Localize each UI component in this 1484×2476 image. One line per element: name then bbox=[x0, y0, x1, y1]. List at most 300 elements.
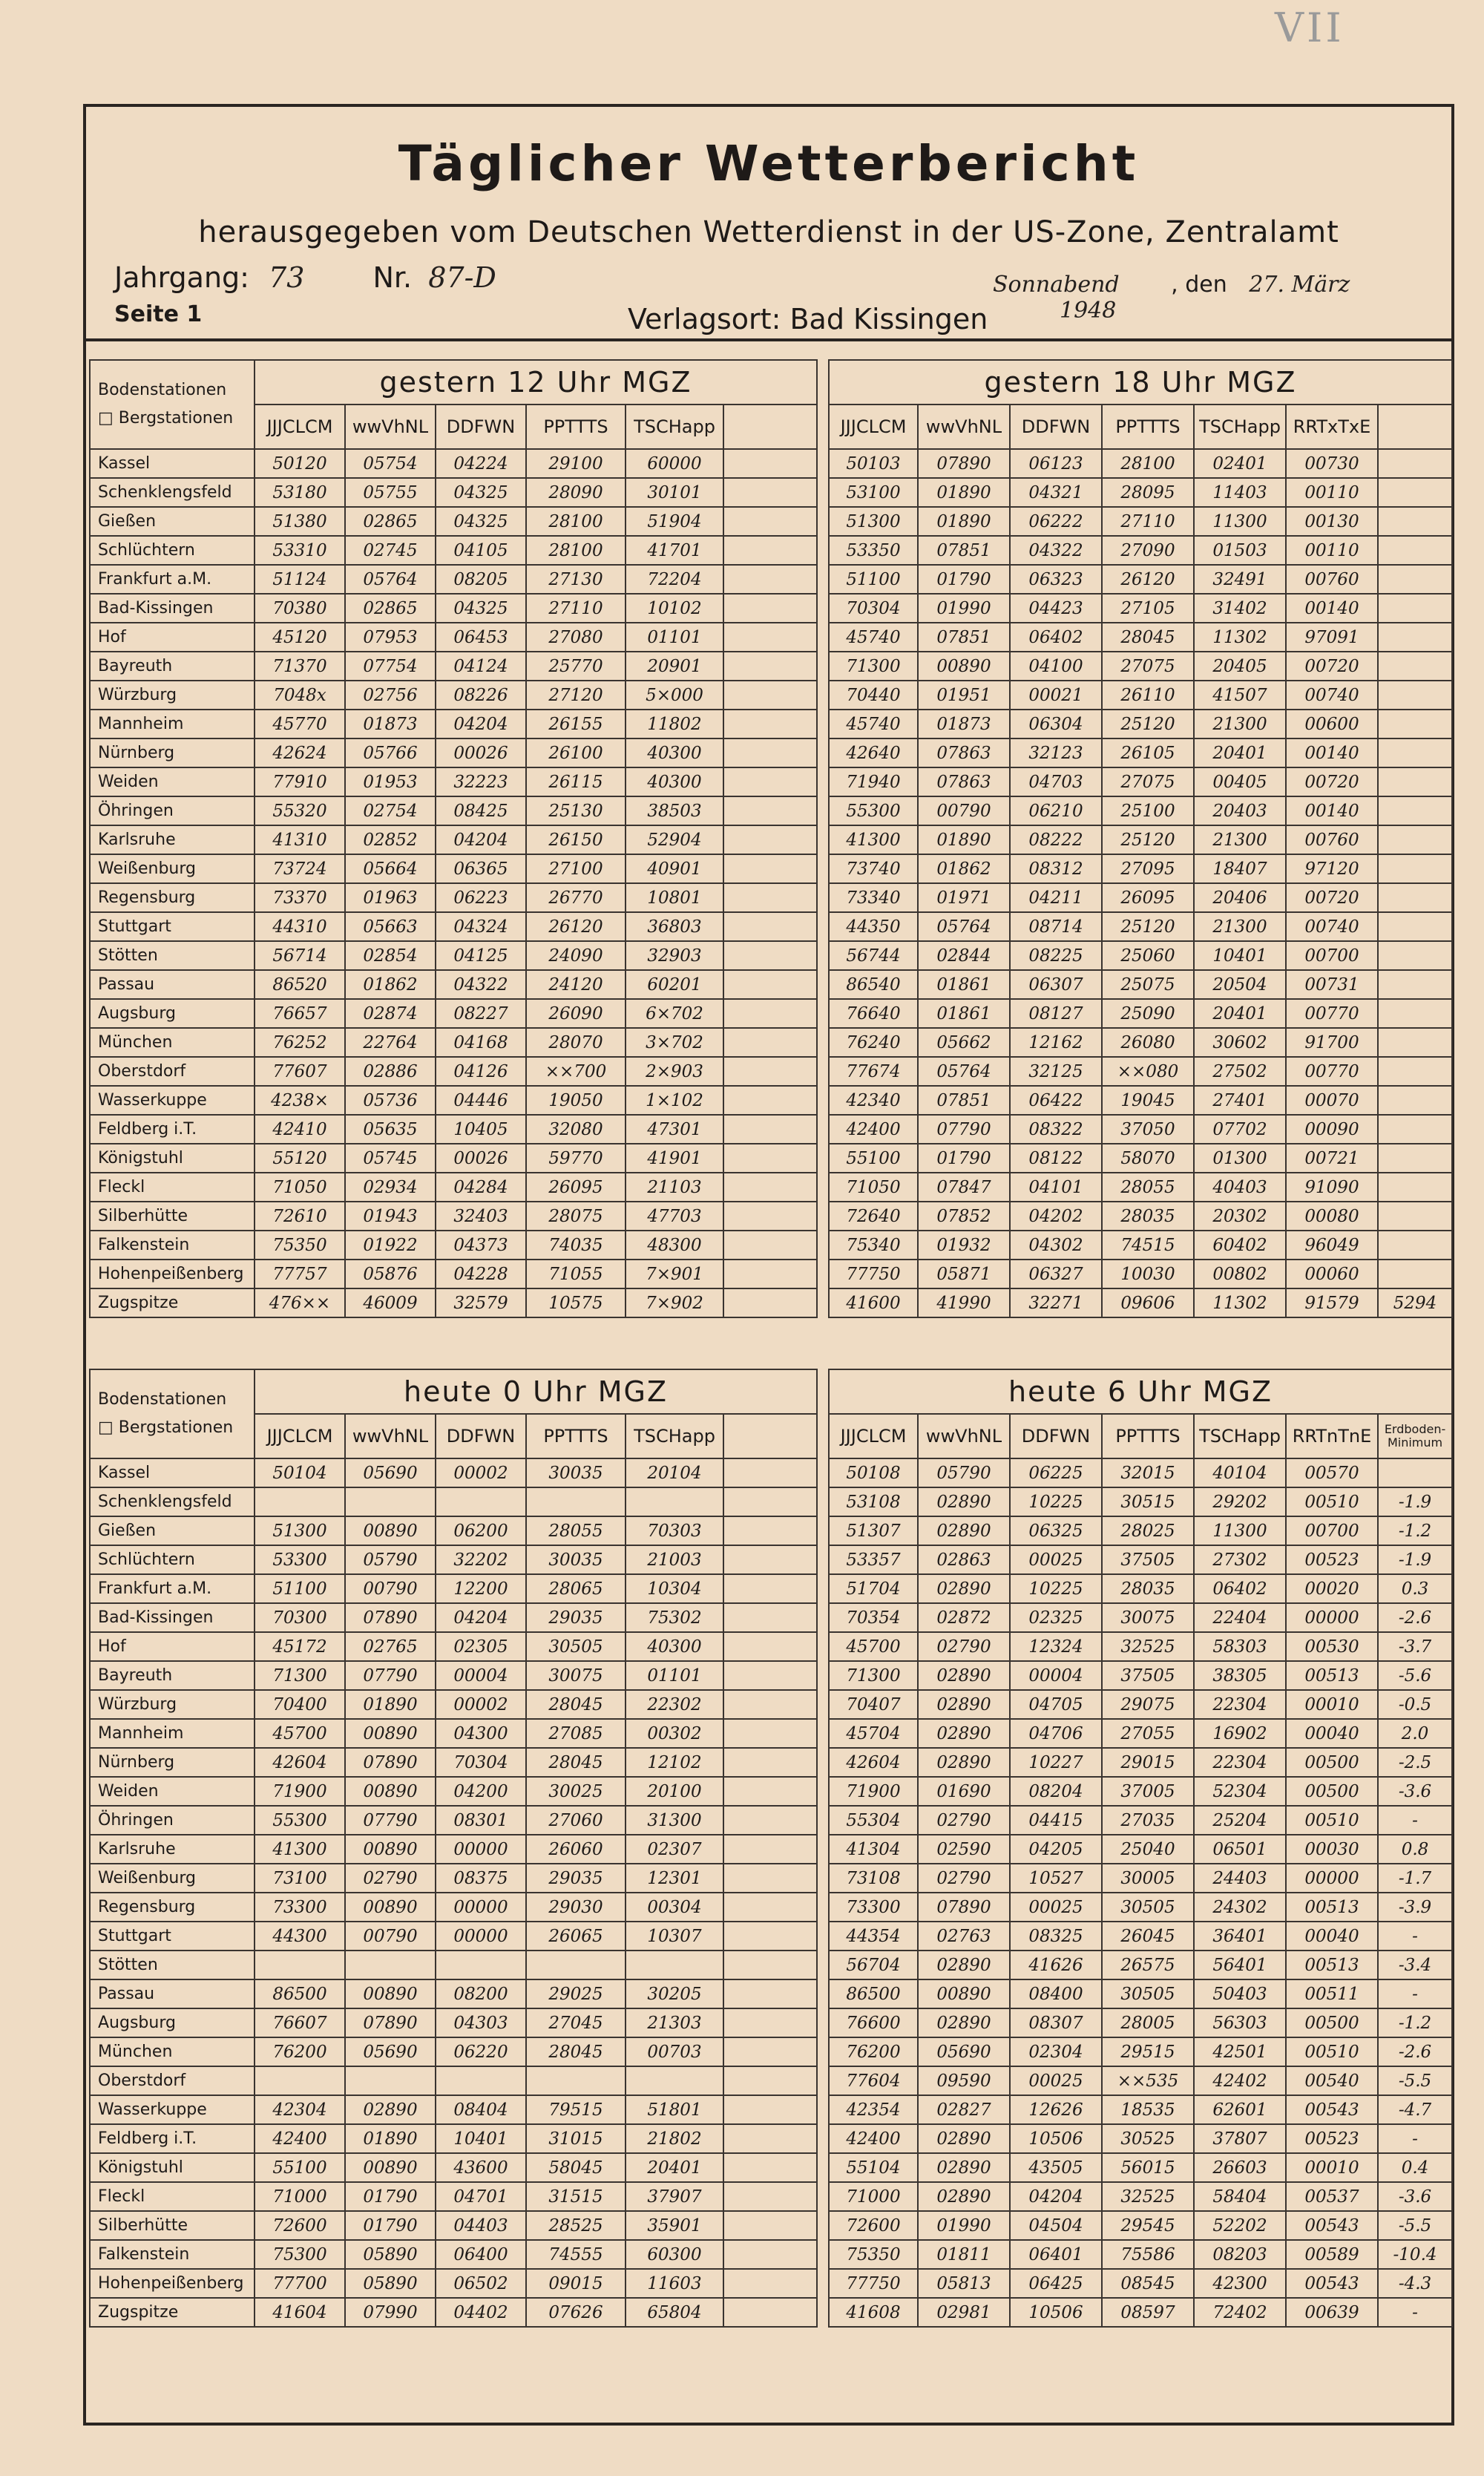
data-cell: 02890 bbox=[918, 1719, 1010, 1748]
table-row bbox=[90, 1487, 817, 1516]
data-cell: 29035 bbox=[526, 1603, 626, 1632]
data-cell: 27080 bbox=[526, 623, 626, 652]
data-cell: 70407 bbox=[829, 1690, 918, 1719]
data-cell: 60402 bbox=[1194, 1231, 1286, 1260]
data-cell: 5294 bbox=[1378, 1288, 1452, 1317]
data-cell bbox=[723, 1632, 817, 1661]
table-row bbox=[829, 854, 1452, 883]
table-row bbox=[829, 2153, 1452, 2182]
data-cell: 76200 bbox=[829, 2037, 918, 2066]
data-cell: 42604 bbox=[829, 1748, 918, 1777]
data-cell: 91579 bbox=[1286, 1288, 1378, 1317]
data-cell: 45172 bbox=[255, 1632, 345, 1661]
data-cell: 24120 bbox=[526, 970, 626, 999]
data-cell: 01922 bbox=[345, 1231, 436, 1260]
report-subtitle: herausgegeben vom Deutschen Wetterdienst in der US-Zone, Zentralamt bbox=[198, 215, 1339, 249]
data-cell: 37907 bbox=[626, 2182, 723, 2211]
data-cell: 07852 bbox=[918, 1202, 1010, 1231]
data-cell: 26155 bbox=[526, 710, 626, 738]
data-cell: 06400 bbox=[436, 2240, 526, 2269]
station-name: Weiden bbox=[90, 1777, 255, 1806]
data-cell bbox=[723, 710, 817, 738]
data-cell: 24302 bbox=[1194, 1893, 1286, 1922]
data-cell: 43600 bbox=[436, 2153, 526, 2182]
data-cell: 02745 bbox=[345, 536, 436, 565]
table-row bbox=[829, 536, 1452, 565]
station-name: Augsburg bbox=[90, 999, 255, 1028]
data-cell bbox=[723, 536, 817, 565]
data-cell: 00513 bbox=[1286, 1893, 1378, 1922]
data-cell: 10401 bbox=[1194, 941, 1286, 970]
data-cell: 97120 bbox=[1286, 854, 1378, 883]
data-cell: 05664 bbox=[345, 854, 436, 883]
table-row bbox=[829, 1260, 1452, 1288]
data-cell: 00740 bbox=[1286, 912, 1378, 941]
data-cell: 10405 bbox=[436, 1115, 526, 1144]
data-cell: 50108 bbox=[829, 1458, 918, 1487]
data-cell: 02886 bbox=[345, 1057, 436, 1086]
data-cell: 02754 bbox=[345, 796, 436, 825]
data-cell: 71050 bbox=[255, 1173, 345, 1202]
data-cell: -3.6 bbox=[1378, 2182, 1452, 2211]
data-cell: - bbox=[1378, 2124, 1452, 2153]
data-cell bbox=[723, 2211, 817, 2240]
data-cell: 7×902 bbox=[626, 1288, 723, 1317]
data-cell bbox=[723, 2037, 817, 2066]
data-cell: 60300 bbox=[626, 2240, 723, 2269]
table-row bbox=[90, 2269, 817, 2298]
data-cell: 41300 bbox=[829, 825, 918, 854]
data-cell: 01943 bbox=[345, 1202, 436, 1231]
data-cell bbox=[1378, 449, 1452, 478]
station-name: Silberhütte bbox=[90, 1202, 255, 1231]
data-cell: 42604 bbox=[255, 1748, 345, 1777]
data-cell: 21303 bbox=[626, 2008, 723, 2037]
data-cell: 1×102 bbox=[626, 1086, 723, 1115]
data-cell bbox=[526, 1951, 626, 1979]
data-cell: 70304 bbox=[436, 1748, 526, 1777]
table-row bbox=[829, 941, 1452, 970]
data-cell: 11300 bbox=[1194, 1516, 1286, 1545]
data-cell: 26080 bbox=[1102, 1028, 1194, 1057]
data-cell: 86520 bbox=[255, 970, 345, 999]
data-cell: 07790 bbox=[345, 1661, 436, 1690]
data-cell: 55100 bbox=[255, 2153, 345, 2182]
data-cell: 00020 bbox=[1286, 1574, 1378, 1603]
data-cell: 08400 bbox=[1010, 1979, 1102, 2008]
data-cell: 77700 bbox=[255, 2269, 345, 2298]
data-cell: 04202 bbox=[1010, 1202, 1102, 1231]
data-cell: 00730 bbox=[1286, 449, 1378, 478]
data-cell: -1.7 bbox=[1378, 1864, 1452, 1893]
data-cell: 0.8 bbox=[1378, 1835, 1452, 1864]
table-row bbox=[829, 1115, 1452, 1144]
data-cell: 05663 bbox=[345, 912, 436, 941]
data-cell: 08122 bbox=[1010, 1144, 1102, 1173]
data-cell: 08203 bbox=[1194, 2240, 1286, 2269]
data-cell: 53310 bbox=[255, 536, 345, 565]
data-cell bbox=[723, 738, 817, 767]
data-cell: 05764 bbox=[918, 1057, 1010, 1086]
data-cell: -5.6 bbox=[1378, 1661, 1452, 1690]
table-row bbox=[90, 710, 817, 738]
data-cell: 26045 bbox=[1102, 1922, 1194, 1951]
data-cell: 32202 bbox=[436, 1545, 526, 1574]
data-cell: 28035 bbox=[1102, 1574, 1194, 1603]
data-cell: 31402 bbox=[1194, 594, 1286, 623]
data-cell: 07851 bbox=[918, 1086, 1010, 1115]
data-cell bbox=[723, 825, 817, 854]
data-cell: 02874 bbox=[345, 999, 436, 1028]
data-cell: 05745 bbox=[345, 1144, 436, 1173]
data-cell: 07863 bbox=[918, 767, 1010, 796]
data-cell: 41304 bbox=[829, 1835, 918, 1864]
data-cell: 00600 bbox=[1286, 710, 1378, 738]
data-cell: 05790 bbox=[918, 1458, 1010, 1487]
table-row bbox=[829, 1893, 1452, 1922]
data-cell bbox=[1378, 1057, 1452, 1086]
table-row bbox=[90, 1545, 817, 1574]
data-cell: 00543 bbox=[1286, 2095, 1378, 2124]
data-cell: -4.7 bbox=[1378, 2095, 1452, 2124]
table-row bbox=[90, 2124, 817, 2153]
table-row bbox=[90, 1057, 817, 1086]
table-row bbox=[829, 1144, 1452, 1173]
table-row bbox=[90, 1260, 817, 1288]
data-cell: 38305 bbox=[1194, 1661, 1286, 1690]
data-cell: 02790 bbox=[345, 1864, 436, 1893]
data-cell: 08205 bbox=[436, 565, 526, 594]
table-row bbox=[90, 652, 817, 681]
station-name: Oberstdorf bbox=[90, 2066, 255, 2095]
data-cell: 25204 bbox=[1194, 1806, 1286, 1835]
data-cell: 45700 bbox=[255, 1719, 345, 1748]
data-cell: 30025 bbox=[526, 1777, 626, 1806]
data-cell: 02844 bbox=[918, 941, 1010, 970]
data-cell: 76252 bbox=[255, 1028, 345, 1057]
data-cell: 08307 bbox=[1010, 2008, 1102, 2037]
data-cell bbox=[723, 883, 817, 912]
data-cell: 02890 bbox=[918, 1487, 1010, 1516]
data-cell: 01862 bbox=[345, 970, 436, 999]
data-cell: 01963 bbox=[345, 883, 436, 912]
data-cell: 42640 bbox=[829, 738, 918, 767]
data-cell: 10304 bbox=[626, 1574, 723, 1603]
station-name: Feldberg i.T. bbox=[90, 1115, 255, 1144]
data-cell: 11403 bbox=[1194, 478, 1286, 507]
table-row bbox=[829, 1661, 1452, 1690]
data-cell: 10801 bbox=[626, 883, 723, 912]
data-cell: 58404 bbox=[1194, 2182, 1286, 2211]
data-cell: 00010 bbox=[1286, 2153, 1378, 2182]
data-cell: 28045 bbox=[526, 1690, 626, 1719]
data-cell: 25120 bbox=[1102, 912, 1194, 941]
data-cell: 44300 bbox=[255, 1922, 345, 1951]
station-name: Karlsruhe bbox=[90, 825, 255, 854]
table-title: gestern 18 Uhr MGZ bbox=[829, 360, 1452, 405]
data-cell: 51801 bbox=[626, 2095, 723, 2124]
data-cell: 2×903 bbox=[626, 1057, 723, 1086]
table-row bbox=[90, 681, 817, 710]
data-cell: 28100 bbox=[526, 507, 626, 536]
table-row bbox=[829, 1028, 1452, 1057]
data-cell bbox=[1378, 710, 1452, 738]
table-row bbox=[829, 1835, 1452, 1864]
data-cell bbox=[723, 1777, 817, 1806]
data-cell bbox=[1378, 912, 1452, 941]
data-cell: 30035 bbox=[526, 1458, 626, 1487]
data-cell: 30515 bbox=[1102, 1487, 1194, 1516]
data-cell: 37005 bbox=[1102, 1777, 1194, 1806]
data-cell: 00500 bbox=[1286, 1777, 1378, 1806]
data-cell bbox=[723, 796, 817, 825]
data-cell: 25090 bbox=[1102, 999, 1194, 1028]
station-name: Wasserkuppe bbox=[90, 1086, 255, 1115]
station-name: Nürnberg bbox=[90, 1748, 255, 1777]
data-cell: 27060 bbox=[526, 1806, 626, 1835]
table-row bbox=[829, 2124, 1452, 2153]
table-row bbox=[829, 1979, 1452, 2008]
data-cell: 06402 bbox=[1010, 623, 1102, 652]
data-cell: 00070 bbox=[1286, 1086, 1378, 1115]
data-cell: 22302 bbox=[626, 1690, 723, 1719]
data-cell bbox=[723, 565, 817, 594]
data-cell bbox=[1378, 681, 1452, 710]
data-cell: 28095 bbox=[1102, 478, 1194, 507]
data-cell: 01951 bbox=[918, 681, 1010, 710]
col-jjj: JJJCLCM bbox=[829, 405, 918, 449]
data-cell: 04211 bbox=[1010, 883, 1102, 912]
data-cell: 09606 bbox=[1102, 1288, 1194, 1317]
data-cell: 00004 bbox=[436, 1661, 526, 1690]
data-cell: 28100 bbox=[1102, 449, 1194, 478]
table-row bbox=[90, 738, 817, 767]
data-cell: 45704 bbox=[829, 1719, 918, 1748]
data-cell: 10307 bbox=[626, 1922, 723, 1951]
data-cell: 08200 bbox=[436, 1979, 526, 2008]
data-cell: 10030 bbox=[1102, 1260, 1194, 1288]
station-name: Hof bbox=[90, 1632, 255, 1661]
data-cell: 77750 bbox=[829, 1260, 918, 1288]
data-cell: 00302 bbox=[626, 1719, 723, 1748]
data-cell: 45740 bbox=[829, 710, 918, 738]
data-cell: 41310 bbox=[255, 825, 345, 854]
col-empty bbox=[1378, 405, 1452, 449]
data-cell: 76200 bbox=[255, 2037, 345, 2066]
data-cell: 52202 bbox=[1194, 2211, 1286, 2240]
data-cell: 07890 bbox=[345, 1748, 436, 1777]
data-cell: 11300 bbox=[1194, 507, 1286, 536]
data-cell: 37807 bbox=[1194, 2124, 1286, 2153]
data-cell: 41901 bbox=[626, 1144, 723, 1173]
table-row bbox=[90, 1748, 817, 1777]
data-cell: 71000 bbox=[829, 2182, 918, 2211]
data-cell: 01971 bbox=[918, 883, 1010, 912]
table-title: gestern 12 Uhr MGZ bbox=[255, 360, 817, 405]
data-cell bbox=[1378, 883, 1452, 912]
data-cell: 20504 bbox=[1194, 970, 1286, 999]
data-cell: 91090 bbox=[1286, 1173, 1378, 1202]
table-row bbox=[90, 623, 817, 652]
data-cell: 11603 bbox=[626, 2269, 723, 2298]
data-cell: 86500 bbox=[255, 1979, 345, 2008]
data-cell: 00500 bbox=[1286, 1748, 1378, 1777]
data-cell: 04126 bbox=[436, 1057, 526, 1086]
data-cell: 73108 bbox=[829, 1864, 918, 1893]
data-cell: 08404 bbox=[436, 2095, 526, 2124]
data-cell: 70303 bbox=[626, 1516, 723, 1545]
station-name: Schenklengsfeld bbox=[90, 478, 255, 507]
data-cell bbox=[1378, 652, 1452, 681]
table-row bbox=[90, 2008, 817, 2037]
data-cell: 07953 bbox=[345, 623, 436, 652]
data-cell: 41600 bbox=[829, 1288, 918, 1317]
data-cell bbox=[723, 1922, 817, 1951]
data-cell: 00080 bbox=[1286, 1202, 1378, 1231]
data-cell: 02854 bbox=[345, 941, 436, 970]
data-cell: 29202 bbox=[1194, 1487, 1286, 1516]
data-cell bbox=[723, 1574, 817, 1603]
data-cell bbox=[723, 854, 817, 883]
jahrgang-value: 73 bbox=[269, 261, 305, 294]
data-cell: 04402 bbox=[436, 2298, 526, 2327]
data-cell: 26603 bbox=[1194, 2153, 1286, 2182]
station-name: Öhringen bbox=[90, 1806, 255, 1835]
data-cell bbox=[723, 449, 817, 478]
data-cell: 25130 bbox=[526, 796, 626, 825]
data-cell: 53108 bbox=[829, 1487, 918, 1516]
data-cell: 56704 bbox=[829, 1951, 918, 1979]
data-cell: 71370 bbox=[255, 652, 345, 681]
data-cell: 01890 bbox=[918, 507, 1010, 536]
station-name: Schlüchtern bbox=[90, 1545, 255, 1574]
table-row bbox=[829, 767, 1452, 796]
data-cell: 30505 bbox=[1102, 1893, 1194, 1922]
table-row bbox=[829, 652, 1452, 681]
station-name: Falkenstein bbox=[90, 2240, 255, 2269]
data-cell: 02890 bbox=[918, 2182, 1010, 2211]
data-cell: 5×000 bbox=[626, 681, 723, 710]
data-cell: 48300 bbox=[626, 1231, 723, 1260]
data-cell: 30602 bbox=[1194, 1028, 1286, 1057]
data-cell: 42304 bbox=[255, 2095, 345, 2124]
data-cell: 01890 bbox=[345, 2124, 436, 2153]
table-row bbox=[829, 1057, 1452, 1086]
data-cell: 27095 bbox=[1102, 854, 1194, 883]
table-row bbox=[90, 796, 817, 825]
data-cell: 02765 bbox=[345, 1632, 436, 1661]
data-cell: 05764 bbox=[345, 565, 436, 594]
data-cell: 476×× bbox=[255, 1288, 345, 1317]
data-cell: 05662 bbox=[918, 1028, 1010, 1057]
station-name: Fleckl bbox=[90, 1173, 255, 1202]
data-cell bbox=[723, 1144, 817, 1173]
data-cell: 42400 bbox=[829, 2124, 918, 2153]
data-cell: 00760 bbox=[1286, 825, 1378, 854]
data-cell bbox=[723, 2124, 817, 2153]
data-cell: 04504 bbox=[1010, 2211, 1102, 2240]
station-name: Würzburg bbox=[90, 681, 255, 710]
data-cell: 27045 bbox=[526, 2008, 626, 2037]
table-row bbox=[829, 2211, 1452, 2240]
data-cell bbox=[1378, 1144, 1452, 1173]
data-cell: 06365 bbox=[436, 854, 526, 883]
data-cell: 00770 bbox=[1286, 1057, 1378, 1086]
data-cell: 52904 bbox=[626, 825, 723, 854]
data-cell: 04373 bbox=[436, 1231, 526, 1260]
data-cell: 72402 bbox=[1194, 2298, 1286, 2327]
station-name: Kassel bbox=[90, 449, 255, 478]
data-cell: 71050 bbox=[829, 1173, 918, 1202]
data-cell: 31515 bbox=[526, 2182, 626, 2211]
data-cell: 21103 bbox=[626, 1173, 723, 1202]
data-cell: 04324 bbox=[436, 912, 526, 941]
data-cell: 21300 bbox=[1194, 912, 1286, 941]
data-cell: 01790 bbox=[345, 2211, 436, 2240]
data-cell: 53350 bbox=[829, 536, 918, 565]
data-cell: 06307 bbox=[1010, 970, 1102, 999]
data-cell: 20104 bbox=[626, 1458, 723, 1487]
table-row bbox=[829, 1719, 1452, 1748]
data-cell: 04303 bbox=[436, 2008, 526, 2037]
data-cell: 10506 bbox=[1010, 2298, 1102, 2327]
data-cell: 07890 bbox=[345, 1603, 436, 1632]
col-ww: wwVhNL bbox=[918, 1414, 1010, 1458]
data-cell: 51307 bbox=[829, 1516, 918, 1545]
table-row bbox=[90, 1777, 817, 1806]
table-row bbox=[90, 2095, 817, 2124]
data-cell: -3.7 bbox=[1378, 1632, 1452, 1661]
data-cell bbox=[1378, 565, 1452, 594]
data-cell bbox=[1378, 594, 1452, 623]
table-row bbox=[829, 1231, 1452, 1260]
data-cell: 01790 bbox=[918, 1144, 1010, 1173]
data-cell bbox=[723, 478, 817, 507]
station-name: Stötten bbox=[90, 1951, 255, 1979]
data-cell: 08225 bbox=[1010, 941, 1102, 970]
data-cell bbox=[723, 1748, 817, 1777]
data-cell: 56744 bbox=[829, 941, 918, 970]
table-row bbox=[829, 1777, 1452, 1806]
data-cell: 25060 bbox=[1102, 941, 1194, 970]
data-cell: 77757 bbox=[255, 1260, 345, 1288]
table-row bbox=[829, 1603, 1452, 1632]
table-row bbox=[90, 1028, 817, 1057]
data-cell: 02863 bbox=[918, 1545, 1010, 1574]
data-cell bbox=[526, 1487, 626, 1516]
data-cell: 04204 bbox=[1010, 2182, 1102, 2211]
data-cell: 29015 bbox=[1102, 1748, 1194, 1777]
station-name: Wasserkuppe bbox=[90, 2095, 255, 2124]
data-cell: 26115 bbox=[526, 767, 626, 796]
data-cell: 04105 bbox=[436, 536, 526, 565]
data-cell: 02305 bbox=[436, 1632, 526, 1661]
data-cell bbox=[723, 1028, 817, 1057]
data-cell: 71900 bbox=[829, 1777, 918, 1806]
data-cell: 62601 bbox=[1194, 2095, 1286, 2124]
data-cell: 28090 bbox=[526, 478, 626, 507]
data-cell: 20405 bbox=[1194, 652, 1286, 681]
data-cell: 04703 bbox=[1010, 767, 1102, 796]
data-cell: 60201 bbox=[626, 970, 723, 999]
data-cell: 12102 bbox=[626, 1748, 723, 1777]
data-cell: 40104 bbox=[1194, 1458, 1286, 1487]
data-cell: 07851 bbox=[918, 623, 1010, 652]
data-cell: 20403 bbox=[1194, 796, 1286, 825]
data-cell bbox=[723, 594, 817, 623]
data-cell: 20401 bbox=[1194, 999, 1286, 1028]
data-cell bbox=[1378, 825, 1452, 854]
